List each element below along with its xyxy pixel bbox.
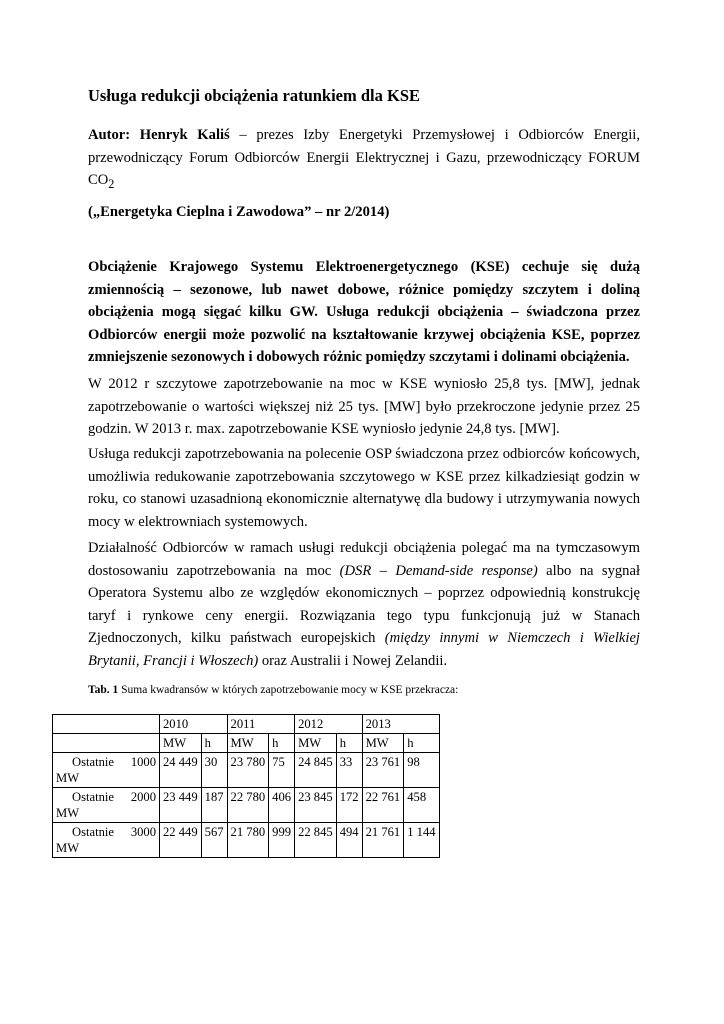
table-cell: 187 <box>201 788 227 823</box>
body-paragraph-3 <box>88 537 640 672</box>
para3-text-1: Działalność Odbiorców w ramach usługi redukcji obciążenia polegać ma na tymczasowym dostosowaniu zapotrzebowania na moc <box>88 540 640 579</box>
table-cell: 22 780 <box>227 788 269 823</box>
unit-header: MW <box>295 734 337 753</box>
table-cell: 98 <box>404 753 439 788</box>
table-corner-cell <box>53 734 160 753</box>
table-unit-row <box>53 734 440 753</box>
year-header: 2011 <box>227 715 295 734</box>
unit-header: h <box>404 734 439 753</box>
table-row <box>53 753 440 788</box>
row-unit: MW <box>56 771 80 785</box>
table-cell: 30 <box>201 753 227 788</box>
row-label-cell <box>53 823 160 858</box>
table-cell: 22 845 <box>295 823 337 858</box>
para3-italic-2: (między innymi w Niemczech i Wielkiej Brytanii, Francji i Włoszech) <box>88 630 640 669</box>
table-cell: 458 <box>404 788 439 823</box>
row-unit: MW <box>56 806 80 820</box>
row-label: Ostatnie <box>72 825 114 839</box>
row-label: Ostatnie <box>72 755 114 769</box>
table-cell: 24 449 <box>160 753 202 788</box>
table-cell: 999 <box>269 823 295 858</box>
year-header: 2010 <box>160 715 228 734</box>
table-cell: 21 761 <box>362 823 404 858</box>
body-paragraph-2: Usługa redukcji zapotrzebowania na polecenie OSP świadczona przez odbiorców końcowych, umożliwia redukowanie zapotrzebowania szczytowego w KSE przez kilkadziesiąt godzin w roku, co stanowi uzasadnioną ekonomicznie alternatywę dla budowy i utrzymywania nowych mocy w elektrowniach systemowych. <box>88 446 640 530</box>
unit-header: MW <box>160 734 202 753</box>
unit-header: MW <box>362 734 404 753</box>
table-cell: 172 <box>336 788 362 823</box>
row-label: Ostatnie <box>72 790 114 804</box>
row-threshold: 1000 <box>130 755 156 769</box>
table-year-row <box>53 715 440 734</box>
table-cell: 23 780 <box>227 753 269 788</box>
unit-header: MW <box>227 734 269 753</box>
table-caption-text: Suma kwadransów w których zapotrzebowanie mocy w KSE przekracza: <box>118 684 459 696</box>
unit-header: h <box>269 734 295 753</box>
para3-italic-1: (DSR – Demand-side response) <box>339 562 538 579</box>
table-cell: 494 <box>336 823 362 858</box>
table-caption-label: Tab. 1 <box>88 684 119 696</box>
source-citation: („Energetyka Cieplna i Zawodowa” – nr 2/2014) <box>88 204 390 220</box>
row-threshold: 3000 <box>130 825 156 839</box>
row-label-cell <box>53 788 160 823</box>
table-cell: 33 <box>336 753 362 788</box>
page-title: Usługa redukcji obciążenia ratunkiem dla KSE <box>88 86 421 105</box>
author-subscript: 2 <box>108 176 115 191</box>
author-paragraph <box>88 124 640 195</box>
table-row <box>53 823 440 858</box>
table-cell: 406 <box>269 788 295 823</box>
table-cell: 567 <box>201 823 227 858</box>
para3-text-2: albo na sygnał Operatora Systemu albo ze względów ekonomicznych – poprzez odpowiednią konstrukcję taryf i rynkowe ceny energii. Rozwiązania tego typu funkcjonują już w Stanach Zjednoczonych, kilku państwach europejskich <box>88 562 640 646</box>
table-cell: 23 761 <box>362 753 404 788</box>
lead-paragraph: Obciążenie Krajowego Systemu Elektroenergetycznego (KSE) cechuje się dużą zmiennością – sezonowe, lub nawet dobowe, różnice pomiędzy szczytem i doliną obciążenia mogą sięgać kilku GW. Usługa redukcji obciążenia – świadczona przez Odbiorców energii może pozwolić na kształtowanie krzywej obciążenia KSE, poprzez zmniejszenie sezonowych i dobowych różnic pomiędzy szczytami i dolinami obciążenia. <box>88 259 640 365</box>
row-threshold: 2000 <box>130 790 156 804</box>
table-caption <box>88 684 458 696</box>
author-description: – prezes Izby Energetyki Przemysłowej i Odbiorców Energii, przewodniczący Forum Odbiorców Energii Elektrycznej i Gazu, przewodniczący FORUM CO <box>88 127 640 188</box>
table-cell: 75 <box>269 753 295 788</box>
author-label: Autor: Henryk Kaliś <box>88 127 230 143</box>
table-row <box>53 788 440 823</box>
unit-header: h <box>201 734 227 753</box>
table-corner-cell <box>53 715 160 734</box>
table-cell: 24 845 <box>295 753 337 788</box>
table-cell: 1 144 <box>404 823 439 858</box>
table-cell: 21 780 <box>227 823 269 858</box>
demand-table <box>52 714 440 858</box>
table-cell: 22 449 <box>160 823 202 858</box>
table-cell: 23 845 <box>295 788 337 823</box>
body-paragraph-1: W 2012 r szczytowe zapotrzebowanie na moc w KSE wyniosło 25,8 tys. [MW], jednak zapotrzebowanie o wartości większej niż 25 tys. [MW] było przekroczone jedynie przez 25 godzin. W 2013 r. max. zapotrzebowanie KSE wyniosło jedynie 24,8 tys. [MW]. <box>88 376 640 437</box>
year-header: 2013 <box>362 715 439 734</box>
unit-header: h <box>336 734 362 753</box>
table-cell: 23 449 <box>160 788 202 823</box>
table-cell: 22 761 <box>362 788 404 823</box>
row-unit: MW <box>56 841 80 855</box>
row-label-cell <box>53 753 160 788</box>
para3-text-3: oraz Australii i Nowej Zelandii. <box>258 652 448 669</box>
year-header: 2012 <box>295 715 363 734</box>
